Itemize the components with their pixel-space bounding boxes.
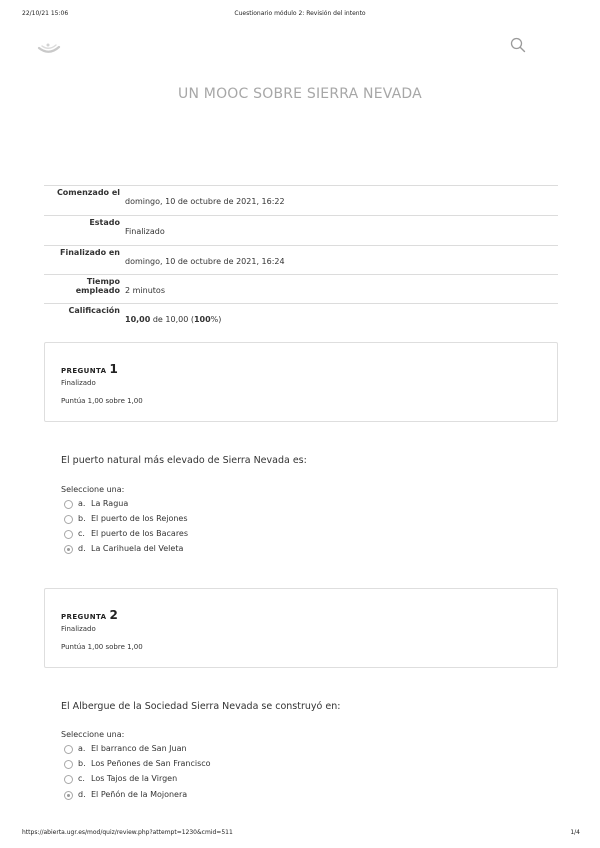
summary-label: Finalizado en (60, 248, 120, 257)
grade-separator: de 10,00 ( (150, 315, 194, 324)
grade-obtained: 10,00 (125, 315, 151, 324)
summary-label: Calificación (68, 306, 120, 315)
radio-button-checked[interactable] (64, 545, 73, 554)
question-state: Finalizado (61, 379, 96, 387)
question-text: El Albergue de la Sociedad Sierra Nevada se construyó en: (61, 701, 341, 712)
select-one-label: Seleccione una: (61, 485, 125, 494)
option-letter: c. (78, 774, 85, 783)
question-number-value: 2 (109, 608, 118, 622)
question-grade: Puntúa 1,00 sobre 1,00 (61, 643, 143, 651)
option-letter: b. (78, 514, 86, 523)
summary-value: Finalizado (125, 227, 165, 236)
summary-label: Estado (89, 218, 120, 227)
radio-button[interactable] (64, 775, 73, 784)
option-letter: d. (78, 790, 86, 799)
option-letter: d. (78, 544, 86, 553)
option-text: Los Peñones de San Francisco (91, 759, 211, 768)
print-date: 22/10/21 15:06 (22, 10, 69, 17)
option-text: El Peñón de la Mojonera (91, 790, 188, 799)
option-letter: a. (78, 499, 86, 508)
question-text: El puerto natural más elevado de Sierra Nevada es: (61, 455, 307, 466)
print-url: https://abierta.ugr.es/mod/quiz/review.php?attempt=1230&cmid=511 (22, 829, 233, 836)
question-state: Finalizado (61, 625, 96, 633)
question-word: PREGUNTA (61, 613, 107, 621)
summary-row-state (44, 215, 558, 245)
summary-label: Comenzado el (56, 188, 120, 197)
question-word: PREGUNTA (61, 367, 107, 375)
print-page-title: Cuestionario módulo 2: Revisión del intento (234, 10, 366, 17)
summary-value: 2 minutos (125, 286, 165, 295)
summary-row-started (44, 185, 558, 215)
summary-value: domingo, 10 de octubre de 2021, 16:24 (125, 257, 285, 266)
option-text: El puerto de los Bacares (91, 529, 189, 538)
radio-button[interactable] (64, 760, 73, 769)
select-one-label: Seleccione una: (61, 730, 125, 739)
print-page-number: 1/4 (570, 829, 580, 836)
question-number-value: 1 (109, 362, 118, 376)
summary-row-grade (44, 303, 558, 333)
radio-button[interactable] (64, 515, 73, 524)
grade-end: %) (210, 315, 222, 324)
option-text: La Ragua (91, 499, 129, 508)
question-grade: Puntúa 1,00 sobre 1,00 (61, 397, 143, 405)
option-letter: c. (78, 529, 85, 538)
option-letter: a. (78, 744, 86, 753)
question-number (61, 358, 118, 377)
option-text: El puerto de los Rejones (91, 514, 188, 523)
option-text: El barranco de San Juan (91, 744, 187, 753)
question-number (61, 604, 118, 623)
summary-label: Tiempo empleado (75, 277, 120, 295)
option-text: La Carihuela del Veleta (91, 544, 184, 553)
site-title[interactable]: UN MOOC SOBRE SIERRA NEVADA (178, 86, 422, 102)
search-icon[interactable] (510, 37, 526, 53)
summary-grade-value (125, 315, 221, 324)
summary-row-time (44, 274, 558, 304)
question-info-box (44, 342, 558, 422)
option-text: Los Tajos de la Virgen (91, 774, 178, 783)
radio-button-checked[interactable] (64, 791, 73, 800)
radio-button[interactable] (64, 500, 73, 509)
summary-value: domingo, 10 de octubre de 2021, 16:22 (125, 197, 285, 206)
logo[interactable] (36, 40, 62, 56)
option-letter: b. (78, 759, 86, 768)
summary-row-finished (44, 245, 558, 275)
radio-button[interactable] (64, 745, 73, 754)
radio-button[interactable] (64, 530, 73, 539)
question-info-box (44, 588, 558, 668)
grade-percent: 100 (193, 315, 211, 324)
